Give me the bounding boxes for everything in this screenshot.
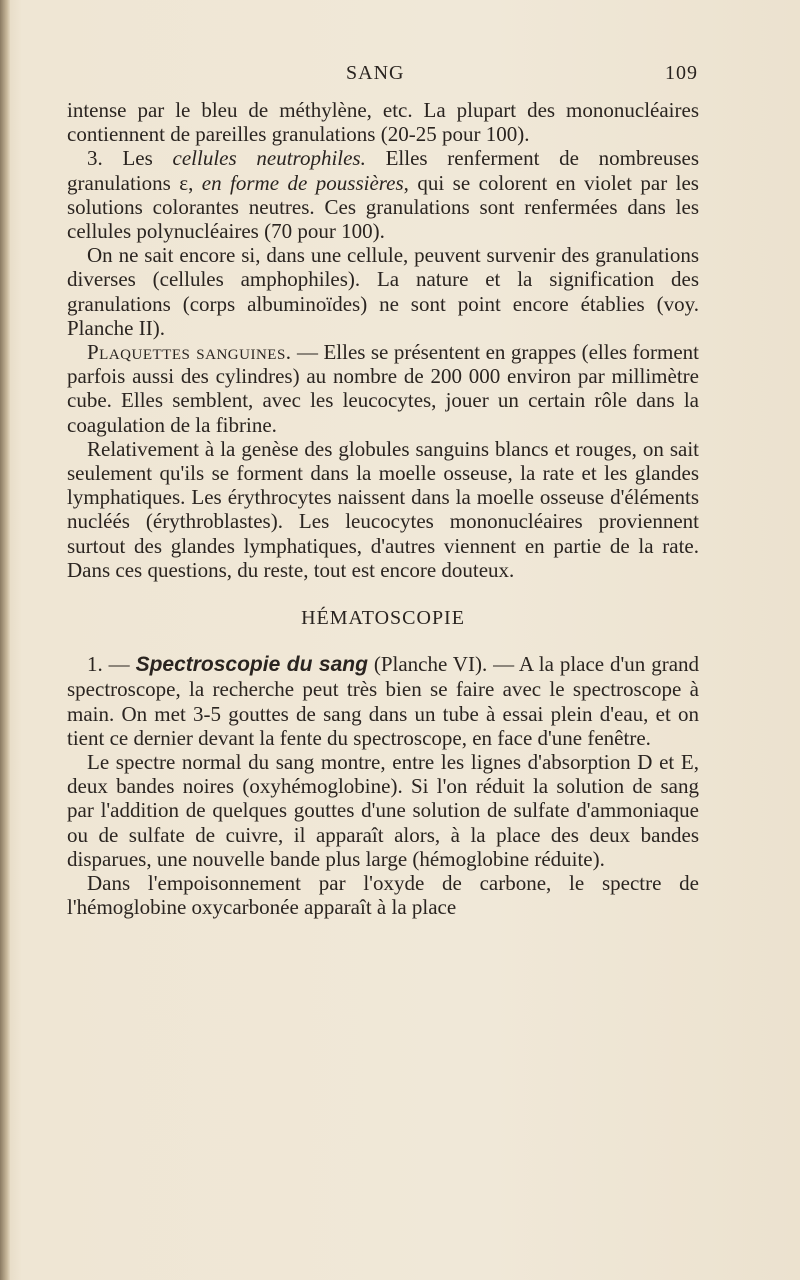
running-title: SANG: [346, 62, 405, 84]
paragraph-text: Elles renferment de nombreuses granulations ε,: [67, 146, 699, 195]
paragraph-normal-spectrum: Le spectre normal du sang montre, entre les lignes d'absorption D et E, deux bandes noires (oxyhémoglobine). Si l'on réduit la solution de sang par l'addition de quelques gouttes d'une solution de sulfate d'ammoniaque ou de sulfate de cuivre, il apparaît alors, à la place des deux bandes disparues, une nouvelle bande plus large (hémoglobine réduite).: [67, 750, 699, 871]
term-neutrophil-cells: cellules neutrophiles.: [172, 146, 366, 171]
paragraph-carbon-monoxide: Dans l'empoisonnement par l'oxyde de carbone, le spectre de l'hémoglobine oxycarbonée apparaît à la place: [67, 871, 699, 920]
item-number: 3. Les: [87, 146, 173, 171]
paragraph-blood-platelets: [67, 340, 699, 437]
section-title-hematoscopie: HÉMATOSCOPIE: [301, 607, 465, 630]
paragraph-text: , qui se colorent en violet par les solutions colorantes neutres. Ces granulations sont renfermées dans les cellules polynucléaires (70 pour 100).: [67, 170, 699, 244]
heading-spectroscopy: Spectroscopie du sang: [135, 653, 368, 677]
paragraph-spectroscopy: [67, 652, 699, 750]
paragraph-mononuclear-granulations: intense par le bleu de méthylène, etc. La plupart des mononucléaires contiennent de pareilles granulations (20-25 pour 100).: [67, 98, 699, 147]
page-number: 109: [665, 62, 698, 84]
paragraph-amphophile-cells: On ne sait encore si, dans une cellule, peuvent survenir des granulations diverses (cellules amphophiles). La nature et la signification des granulations (corps albuminoïdes) ne sont point encore établies (voy. Planche II).: [67, 243, 699, 340]
book-spine-shadow: [0, 0, 10, 1280]
italic-dust-form: en forme de poussières: [201, 170, 404, 195]
item-number: 1. —: [87, 652, 136, 677]
page-header: [68, 62, 698, 92]
heading-blood-platelets: Plaquettes sanguines.: [87, 340, 292, 365]
paragraph-text: (Planche VI). — A la place d'un grand spectroscope, la recherche peut très bien se faire avec le spectroscope à main. On met 3-5 gouttes de sang dans un tube à essai plein d'eau, et on tient ce dernier devant la fente du spectroscope, en face d'une fenêtre.: [67, 652, 700, 750]
paragraph-blood-cell-genesis: Relativement à la genèse des globules sanguins blancs et rouges, on sait seulement qu'ils se forment dans la moelle osseuse, la rate et les glandes lymphatiques. Les érythrocytes naissent dans la moelle osseuse d'éléments nucléés (érythroblastes). Les leucocytes mononucléaires proviennent surtout des glandes lymphatiques, d'autres viennent en partie de la rate. Dans ces questions, du reste, tout est encore douteux.: [67, 436, 699, 582]
paragraph-text: — Elles se présentent en grappes (elles forment parfois aussi des cylindres) au nombre de 200 000 environ par millimètre cube. Elles semblent, avec les leucocytes, jouer un certain rôle dans la coagulation de la fibrine.: [67, 340, 699, 437]
paragraph-neutrophil-cells: [67, 146, 699, 243]
body-text: [67, 98, 699, 920]
